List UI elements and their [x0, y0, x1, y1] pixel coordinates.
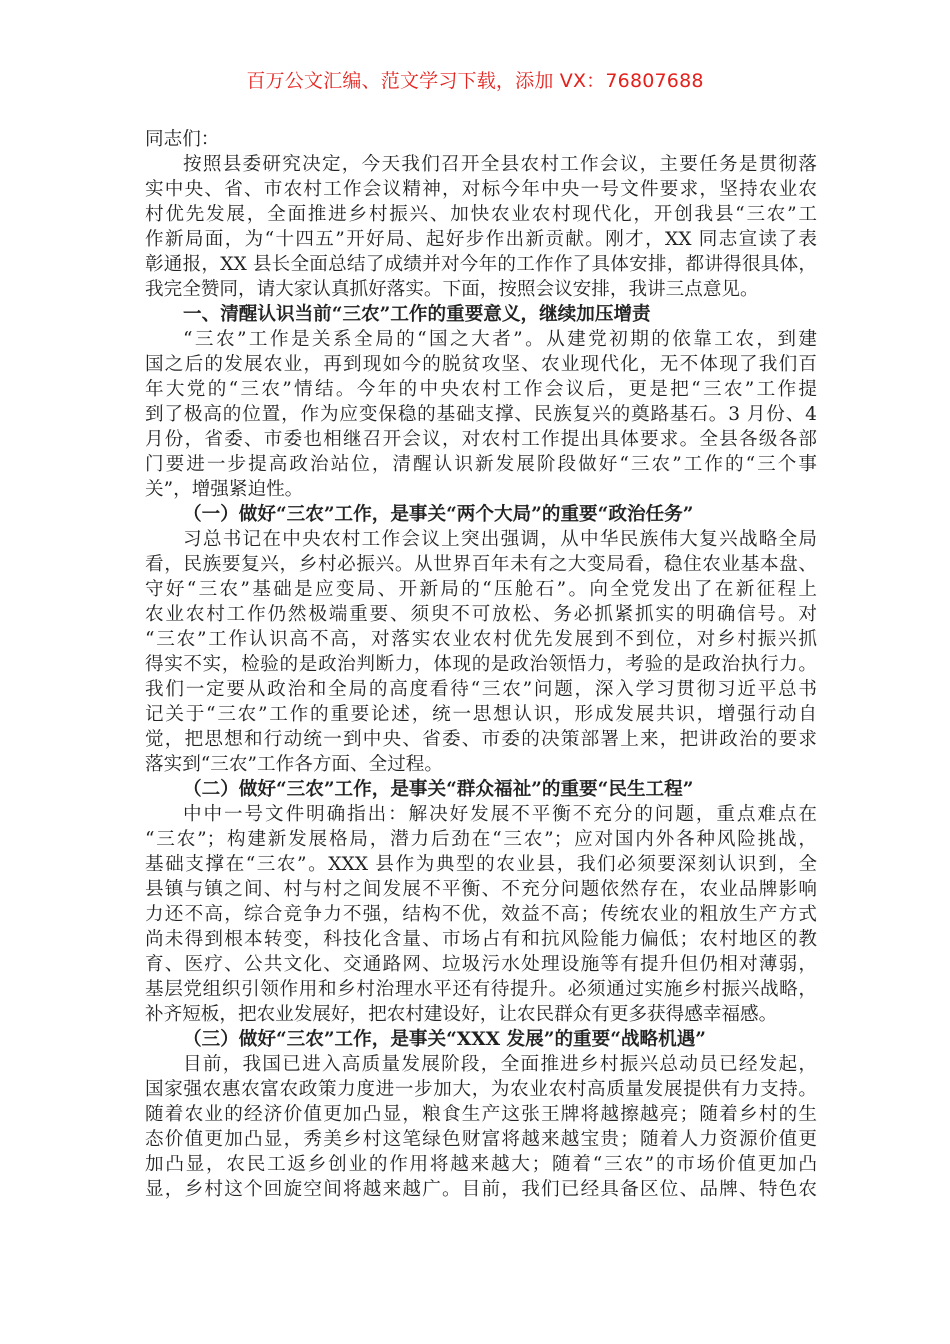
- section-heading: [145, 777, 817, 802]
- text-line: 县镇与镇之间、村与村之间发展不平衡、不充分问题依然存在，农业品牌影响: [145, 879, 817, 900]
- text-line: 加凸显，农民工返乡创业的作用将越来越大；随着“三农”的市场价值更加凸: [145, 1154, 817, 1175]
- text-line: 尚未得到根本转变，科技化含量、市场占有和抗风险能力偏低；农村地区的教: [145, 929, 817, 950]
- text-line: 我们一定要从政治和全局的高度看待“三农”问题，深入学习贯彻习近平总书: [145, 679, 817, 700]
- paragraph: [145, 152, 817, 302]
- paragraph: [145, 1052, 817, 1202]
- paragraph: [145, 527, 817, 777]
- text-line: 到了极高的位置，作为应变保稳的基础支撑、民族复兴的奠路基石。3 月份、4: [145, 404, 817, 425]
- text-line: 年大党的“三农”情结。今年的中央农村工作会议后，更是把“三农”工作提: [145, 379, 817, 400]
- watermark-banner: 百万公文汇编、范文学习下载，添加 VX：76807688: [246, 70, 704, 92]
- text-line: “三农”；构建新发展格局，潜力后劲在“三农”；应对国内外各种风险挑战，: [145, 829, 817, 850]
- text-line: 目前，我国已进入高质量发展阶段，全面推进乡村振兴总动员已经发起，: [183, 1054, 817, 1075]
- text-line: 看，民族要复兴，乡村必振兴。从世界百年未有之大变局看，稳住农业基本盘、: [145, 554, 817, 575]
- text-line: 习总书记在中央农村工作会议上突出强调，从中华民族伟大复兴战略全局: [183, 529, 817, 550]
- text-line: 关”，增强紧迫性。: [145, 479, 304, 500]
- text-line: 我完全赞同，请大家认真抓好落实。下面，按照会议安排，我讲三点意见。: [145, 279, 759, 300]
- section-heading: [145, 1027, 817, 1052]
- paragraph: [145, 802, 817, 1027]
- text-line: 落实到“三农”工作各方面、全过程。: [145, 754, 443, 775]
- section-heading: [145, 302, 817, 327]
- section-heading: [145, 502, 817, 527]
- text-line: 基础支撑在“三农”。XXX 县作为典型的农业县，我们必须要深刻认识到，全: [145, 854, 817, 875]
- heading-text: （三）做好“三农”工作，是事关“XXX 发展”的重要“战略机遇”: [183, 1029, 706, 1050]
- text-line: 作新局面，为“十四五”开好局、起好步作出新贡献。刚才，XX 同志宣读了表: [145, 229, 817, 250]
- text-line: 觉，把思想和行动统一到中央、省委、市委的决策部署上来，把讲政治的要求: [145, 729, 817, 750]
- text-line: 显，乡村这个回旋空间将越来越广。目前，我们已经具备区位、品牌、特色农: [145, 1179, 817, 1200]
- text-line: 村优先发展，全面推进乡村振兴、加快农业农村现代化，开创我县“三农”工: [145, 204, 817, 225]
- heading-text: （二）做好“三农”工作，是事关“群众福祉”的重要“民生工程”: [183, 779, 694, 800]
- text-line: 得实不实，检验的是政治判断力，体现的是政治领悟力，考验的是政治执行力。: [145, 654, 817, 675]
- text-line: 记关于“三农”工作的重要论述，统一思想认识，形成发展共识，增强行动自: [145, 704, 817, 725]
- text-line: 月份，省委、市委也相继召开会议，对农村工作提出具体要求。全县各级各部: [145, 429, 817, 450]
- text-line: 随着农业的经济价值更加凸显，粮食生产这张王牌将越擦越亮；随着乡村的生: [145, 1104, 817, 1125]
- text-line: 育、医疗、公共文化、交通路网、垃圾污水处理设施等有提升但仍相对薄弱，: [145, 954, 817, 975]
- text-line: 实中央、省、市农村工作会议精神，对标今年中央一号文件要求，坚持农业农: [145, 179, 817, 200]
- text-line: 国之后的发展农业，再到现如今的脱贫攻坚、农业现代化，无不体现了我们百: [145, 354, 817, 375]
- heading-text: 一、清醒认识当前“三农”工作的重要意义，继续加压增责: [183, 304, 651, 325]
- text-line: 同志们：: [145, 129, 220, 150]
- document-body: [145, 127, 817, 1202]
- text-line: 基层党组织引领作用和乡村治理水平还有待提升。必须通过实施乡村振兴战略，: [145, 979, 817, 1000]
- paragraph: [145, 327, 817, 502]
- text-line: 态价值更加凸显，秀美乡村这笔绿色财富将越来越宝贵；随着人力资源价值更: [145, 1129, 817, 1150]
- text-line: 守好“三农”基础是应变局、开新局的“压舱石”。向全党发出了在新征程上: [145, 579, 817, 600]
- text-line: 农业农村工作仍然极端重要、须臾不可放松、务必抓紧抓实的明确信号。对: [145, 604, 817, 625]
- text-line: 力还不高，综合竞争力不强，结构不优，效益不高；传统农业的粗放生产方式: [145, 904, 817, 925]
- text-line: 彰通报，XX 县长全面总结了成绩并对今年的工作作了具体安排，都讲得很具体，: [145, 254, 817, 275]
- text-line: 按照县委研究决定，今天我们召开全县农村工作会议，主要任务是贯彻落: [183, 154, 817, 175]
- text-line: 中中一号文件明确指出：解决好发展不平衡不充分的问题，重点难点在: [183, 804, 817, 825]
- text-line: 国家强农惠农富农政策力度进一步加大，为农业农村高质量发展提供有力支持。: [145, 1079, 817, 1100]
- text-line: “三农”工作是关系全局的“国之大者”。从建党初期的依靠工农，到建: [183, 329, 817, 350]
- heading-text: （一）做好“三农”工作，是事关“两个大局”的重要“政治任务”: [183, 504, 694, 525]
- text-line: 补齐短板，把农业发展好，把农村建设好，让农民群众有更多获得感幸福感。: [145, 1004, 778, 1025]
- text-line: “三农”工作认识高不高，对落实农业农村优先发展到不到位，对乡村振兴抓: [145, 629, 817, 650]
- text-line: 门要进一步提高政治站位，清醒认识新发展阶段做好“三农”工作的“三个事: [145, 454, 817, 475]
- paragraph: [145, 127, 817, 152]
